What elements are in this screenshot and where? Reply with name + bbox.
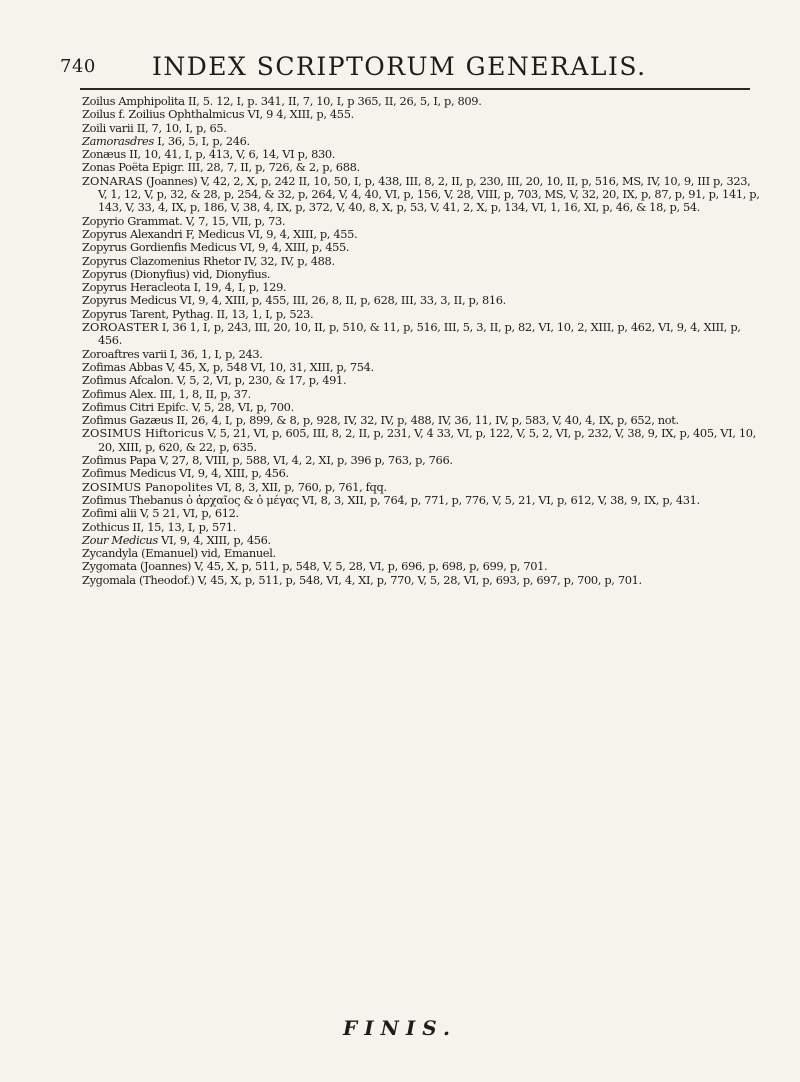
entry-headword: Zopyrus Medicus [82, 293, 177, 308]
entry-headword: Zopyrus Gordienfis Medicus [82, 240, 237, 255]
entry-references: VI, 9 4, XIII, p, 455. [244, 107, 354, 122]
page-header [60, 46, 750, 80]
index-entry [82, 521, 762, 534]
entry-headword: Zofimus Thebanus ὁ ἀρχαῖος & ὁ μέγας [82, 492, 299, 507]
entry-references: (Theodof.) V, 45, X, p, 511, p, 548, VI, 4, XI, p, 770, V, 5, 28, VI, p, 693, p, 697, p, 700, p, 701. [135, 572, 642, 587]
index-entry [82, 427, 762, 454]
entry-headword: Zopyrus Tarent, Pythag. [82, 306, 214, 321]
index-entry [82, 467, 762, 480]
index-entry [82, 560, 762, 573]
index-entry [82, 108, 762, 121]
index-entry [82, 414, 762, 427]
index-entry [82, 215, 762, 228]
index-entry [82, 321, 762, 348]
entry-headword: Zopyrus [82, 266, 127, 281]
index-entries-list [82, 95, 762, 587]
entry-references: VI, 9, 4, XIII, p, 455. [236, 240, 350, 255]
entry-references: I, 36, 5, I, p, 246. [153, 133, 250, 148]
entry-references: III, 1, 8, II, p, 37. [156, 386, 251, 401]
entry-headword: Zothicus [82, 519, 130, 534]
header-rule [80, 88, 750, 90]
index-entry [82, 255, 762, 268]
entry-headword: Zopyrus Clazomenius Rhetor [82, 253, 241, 268]
entry-references: I, 36, 1, I, p, 243. [166, 346, 263, 361]
index-entry [82, 308, 762, 321]
entry-headword: Zopyrus Heracleota [82, 280, 191, 295]
index-entry [82, 95, 762, 108]
entry-references: V, 5, 2, VI, p, 230, & 17, p, 491. [173, 373, 347, 388]
entry-headword: Zour Medicus [82, 532, 158, 547]
entry-headword: Zofimus Medicus [82, 466, 176, 481]
index-entry [82, 122, 762, 135]
index-entry [82, 454, 762, 467]
entry-headword: Zofimi alii [82, 506, 137, 521]
entry-headword: Zoroaftres varii [82, 346, 167, 361]
entry-references: IV, 32, IV, p, 488. [240, 253, 335, 268]
entry-headword: Zoilus Amphipolita [82, 94, 185, 108]
index-entry [82, 507, 762, 520]
entry-references: V, 5, 28, VI, p, 700. [188, 399, 294, 414]
entry-headword: Zofimus Afcalon. [82, 373, 174, 388]
entry-headword: Zonas Poëta Epigr. [82, 160, 185, 175]
entry-headword: ZOSIMUS Hiftoricus [82, 426, 204, 441]
entry-headword: Zofimus Citri Epifc. [82, 399, 189, 414]
entry-references: VI, 8, 3, XII, p, 764, p, 771, p, 776, V, 5, 21, VI, p, 612, V, 38, 9, IX, p, 431. [298, 492, 700, 507]
entry-references: II, 26, 4, I, p, 899, & 8, p, 928, IV, 32, IV, p, 488, IV, 36, 11, IV, p, 583, V, 40, 4, IX, p, 652, not. [173, 413, 679, 428]
index-entry [82, 574, 762, 587]
index-entry [82, 241, 762, 254]
entry-headword: ZOSIMUS Panopolites [82, 479, 213, 494]
index-entry [82, 374, 762, 387]
entry-references: V, 5, 21, VI, p, 605, III, 8, 2, II, p, 231, V, 4 33, VI, p, 122, V, 5, 2, VI, p, 232, V, 38, 9, IX, p, 405, VI, 10, 20, XIII, p, 620, & 22, p, 635. [98, 426, 756, 454]
entry-references: VI, 9, 4, XIII, p, 455, III, 26, 8, II, p, 628, III, 33, 3, II, p, 816. [176, 293, 506, 308]
entry-headword: Zoili varii [82, 120, 134, 135]
index-entry [82, 534, 762, 547]
index-entry [82, 294, 762, 307]
entry-references: VI, 8, 3, XII, p, 760, p, 761, fqq. [212, 479, 387, 494]
entry-references: V, 7, 15, VII, p, 73. [182, 213, 286, 228]
entry-references: V, 45, X, p, 548 VI, 10, 31, XIII, p, 754. [162, 359, 374, 374]
entry-references: II, 7, 10, I, p, 65. [133, 120, 227, 135]
entry-references: VI, 9, 4, XIII, p, 456. [157, 532, 271, 547]
index-entry [82, 228, 762, 241]
entry-references: (Joannes) V, 45, X, p, 511, p, 548, V, 5, 28, VI, p, 696, p, 698, p, 699, p, 701. [136, 559, 548, 574]
entry-references: II, 13, 1, I, p, 523. [213, 306, 314, 321]
index-entry [82, 481, 762, 494]
index-entry [82, 175, 762, 215]
entry-headword: Zoilus f. Zoilius Ophthalmicus [82, 107, 245, 122]
index-entry [82, 135, 762, 148]
entry-references: I, 36 1, I, p, 243, III, 20, 10, II, p, 510, & 11, p, 516, III, 5, 3, II, p, 82, VI, 10, 2, XIII, p, 462, VI, 9, 4, XIII, p, 456. [98, 320, 741, 348]
index-entry [82, 161, 762, 174]
entry-references: VI, 9, 4, XIII, p, 456. [175, 466, 289, 481]
entry-headword: Zofimus Papa [82, 453, 157, 468]
index-entry [82, 388, 762, 401]
index-entry [82, 401, 762, 414]
index-entry [82, 361, 762, 374]
entry-references: V, 5 21, VI, p, 612. [136, 506, 239, 521]
index-entry [82, 494, 762, 507]
entry-headword: Zygomata [82, 559, 137, 574]
entry-headword: Zonæus [82, 147, 126, 162]
index-entry [82, 148, 762, 161]
entry-references: (Joannes) V, 42, 2, X, p, 242 II, 10, 50, I, p, 438, III, 8, 2, II, p, 230, III, 20, 10, II, p, 516, MS, IV, 10, 9, III p, 323, V, 1, 12, V, p, 32, & 28, p, 254, & 32, p, 264, V, 4, 40, VI, p, 156, V, 28, VIII, p, 703, MS, V, 32, 20, IX, p, 87, p, 91, p, 141, p, 143, V, 33, 4, IX, p, 186, V, 38, 4, IX, p, 372, V, 40, 8, X, p, 53, V, 41, 2, X, p, 134, VI, 1, 16, XI, p, 46, & 18, p, 54. [98, 173, 760, 215]
index-entry [82, 547, 762, 560]
entry-references: VI, 9, 4, XIII, p, 455. [244, 226, 358, 241]
entry-references: V, 27, 8, VIII, p, 588, VI, 4, 2, XI, p, 396 p, 763, p, 766. [156, 453, 453, 468]
entry-references: (Emanuel) vid, Emanuel. [137, 546, 276, 561]
entry-references: (Dionyfius) vid, Dionyfius. [126, 266, 271, 281]
finis-colophon: FINIS. [343, 1016, 457, 1040]
entry-references: II, 15, 13, I, p, 571. [129, 519, 237, 534]
entry-references: II, 5. 12, I, p. 341, II, 7, 10, I, p 365, II, 26, 5, I, p, 809. [184, 94, 482, 108]
entry-references: III, 28, 7, II, p, 726, & 2, p, 688. [184, 160, 360, 175]
entry-headword: Zygomala [82, 572, 136, 587]
entry-references: II, 10, 41, I, p, 413, V, 6, 14, VI p, 830. [125, 147, 336, 162]
entry-headword: Zamorasdres [82, 133, 154, 148]
entry-headword: Zofimas Abbas [82, 359, 163, 374]
entry-headword: Zofimus Alex. [82, 386, 157, 401]
entry-references: I, 19, 4, I, p, 129. [190, 280, 287, 295]
entry-headword: Zycandyla [82, 546, 138, 561]
index-entry [82, 281, 762, 294]
entry-headword: ZOROASTER [82, 320, 159, 335]
entry-headword: Zofimus Gazæus [82, 413, 174, 428]
entry-headword: Zopyrio Grammat. [82, 213, 183, 228]
index-entry [82, 348, 762, 361]
index-entry [82, 268, 762, 281]
entry-headword: Zopyrus Alexandri F, Medicus [82, 226, 245, 241]
page-number: 740 [60, 56, 96, 77]
running-title: INDEX SCRIPTORUM GENERALIS. [152, 52, 647, 81]
entry-headword: ZONARAS [82, 173, 143, 188]
